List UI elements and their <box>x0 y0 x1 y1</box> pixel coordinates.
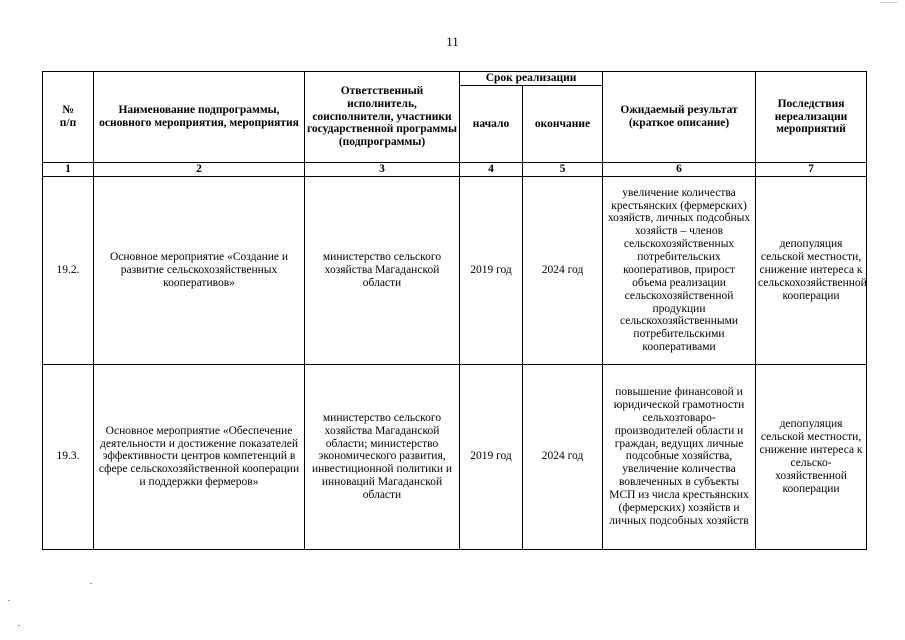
scan-speck <box>8 600 10 601</box>
row-start: 2019 год <box>460 176 523 364</box>
row-consequences: депопуляция сельской местности, снижение интереса к сельско-хозяйственной кооперации <box>756 364 867 549</box>
header-name-label: Наименование подпрограммы, основного мероприятия, мероприятия <box>99 104 299 129</box>
header-result <box>603 72 756 163</box>
header-term-label: Срок реализации <box>485 72 577 84</box>
row-consequences: депопуляция сельской местности, снижение интереса к сельскохозяйственной кооперации <box>756 176 867 364</box>
row-num: 19.2. <box>43 176 94 364</box>
row-start: 2019 год <box>460 364 523 549</box>
page-number: 11 <box>446 34 459 49</box>
column-number: 3 <box>305 163 460 177</box>
header-start <box>460 85 523 162</box>
header-end <box>523 85 603 162</box>
program-table <box>42 71 867 550</box>
header-term <box>460 72 603 86</box>
row-result: повышение финансовой и юридической грамотности сельхозтоваро-производителей области и граждан, ведущих личные подсобные хозяйства, увеличение количества вовлеченных в субъекты МСП из числа крестьянских (фермерских) хозяйств и личных подсобных хозяйств <box>603 364 756 549</box>
header-result-label: Ожидаемый результат (краткое описание) <box>620 104 738 129</box>
column-number: 2 <box>94 163 305 177</box>
row-name: Основное мероприятие «Обеспечение деятельности и достижение показателей эффективности центров компетенций в сфере сельскохозяйственной кооперации и поддержки фермеров» <box>94 364 305 549</box>
header-consequences <box>756 72 867 163</box>
column-number: 1 <box>43 163 94 177</box>
header-name <box>94 72 305 163</box>
header-executor <box>305 72 460 163</box>
row-end: 2024 год <box>523 176 603 364</box>
header-start-label: начало <box>472 117 510 130</box>
header-consequences-label: Последствия нереализации мероприятий <box>774 97 848 136</box>
column-number: 7 <box>756 163 867 177</box>
row-num: 19.3. <box>43 364 94 549</box>
column-number: 6 <box>603 163 756 177</box>
table-row <box>43 364 867 549</box>
row-end: 2024 год <box>523 364 603 549</box>
table-row <box>43 176 867 364</box>
row-executor: министерство сельского хозяйства Магаданской области <box>305 176 460 364</box>
scan-speck <box>90 583 92 584</box>
header-end-label: окончание <box>534 117 591 130</box>
row-name: Основное мероприятие «Создание и развитие сельскохозяйственных кооперативов» <box>94 176 305 364</box>
scan-speck <box>880 2 898 3</box>
header-num <box>43 72 94 163</box>
row-executor: министерство сельского хозяйства Магаданской области; министерство экономического развития, инвестиционной политики и инноваций Магаданской области <box>305 364 460 549</box>
scan-speck <box>18 625 20 626</box>
column-number: 5 <box>523 163 603 177</box>
header-num-label: № п/п <box>59 104 77 129</box>
column-number-row <box>43 163 867 177</box>
header-executor-label: Ответственный исполнитель, соисполнители, участники государственной программы (подпрограммы) <box>307 84 457 149</box>
row-result: увеличение количества крестьянских (фермерских) хозяйств, личных подсобных хозяйств – членов сельскохозяйственных потребительских кооперативов, прирост объема реализации сельскохозяйственной продукции сельскохозяйственными потребительскими кооперативами <box>603 176 756 364</box>
column-number: 4 <box>460 163 523 177</box>
